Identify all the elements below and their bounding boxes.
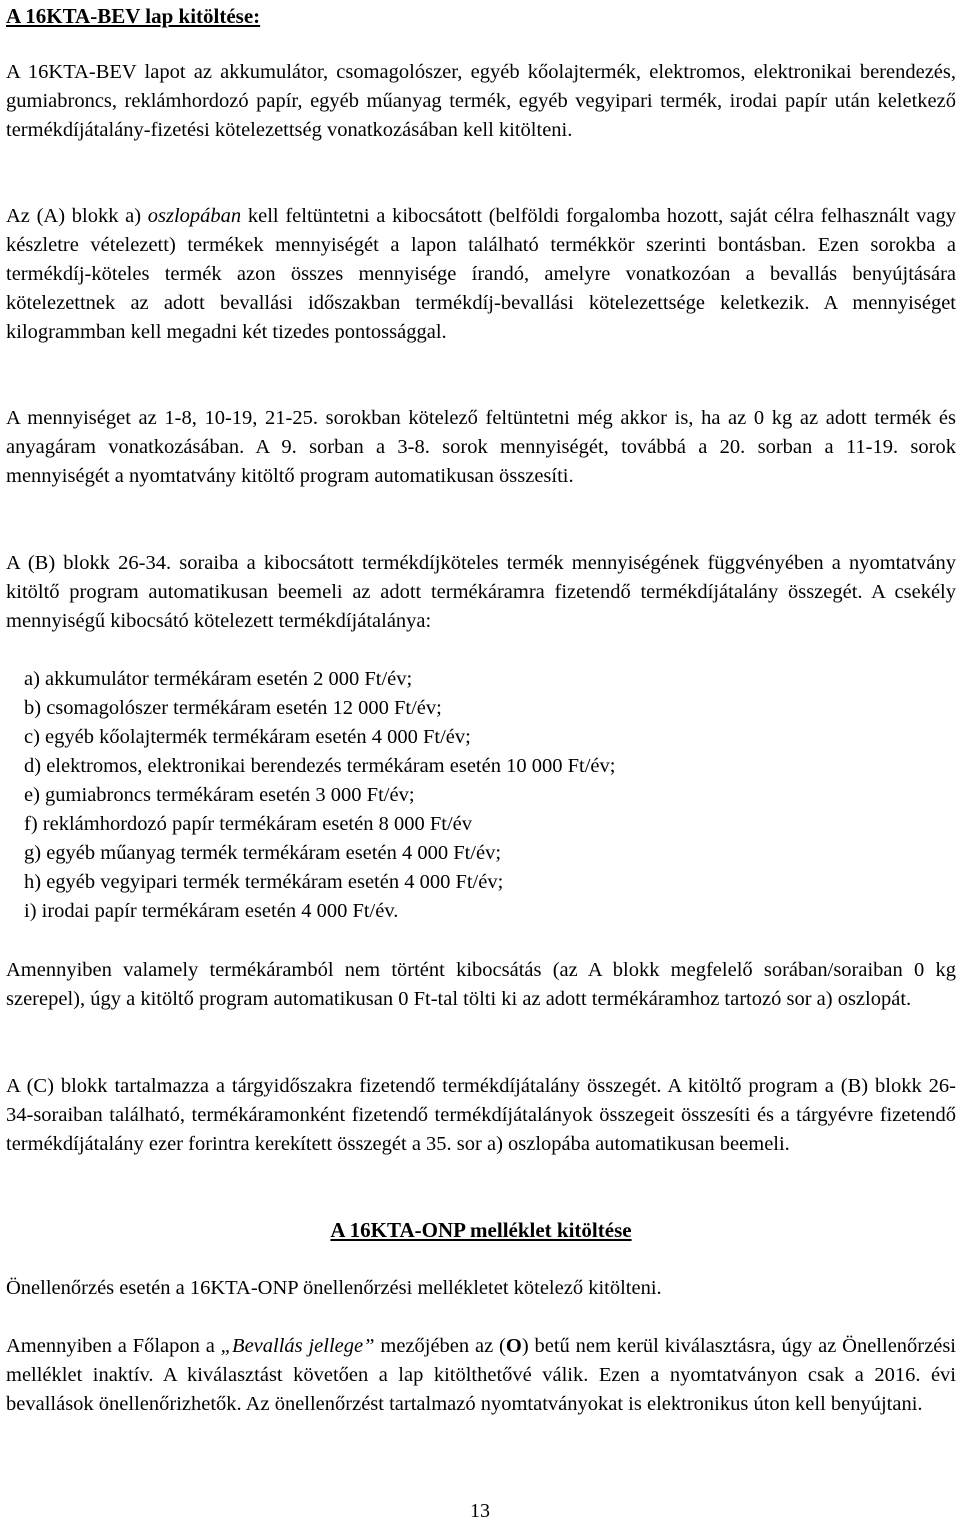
list-item: c) egyéb kőolajtermék termékáram esetén 4 000 Ft/év; bbox=[24, 726, 471, 748]
onp-paragraph-2 bbox=[6, 1332, 956, 1419]
list-item: e) gumiabroncs termékáram esetén 3 000 Ft/év; bbox=[24, 784, 415, 806]
intro-paragraph: A 16KTA-BEV lapot az akkumulátor, csomagolószer, egyéb kőolajtermék, elektromos, elektronikai berendezés, gumiabroncs, reklámhordozó papír, egyéb műanyag termék, egyéb vegyipari termék, irodai papír után keletkező termékdíjátalány-fizetési kötelezettség vonatkozásában kell kitölteni. bbox=[6, 61, 956, 141]
list-item: g) egyéb műanyag termék termékáram esetén 4 000 Ft/év; bbox=[24, 842, 502, 864]
block-b-paragraph: A (B) blokk 26-34. soraiba a kibocsátott termékdíjköteles termék mennyiségének függvényében a nyomtatvány kitöltő program automatikusan beemeli az adott termékáramra fizetendő termékdíjátalány összegét. A csekély mennyiségű kibocsátó kötelezett termékdíjátalánya: bbox=[6, 552, 956, 632]
section-heading-bev: A 16KTA-BEV lap kitöltése: bbox=[6, 4, 261, 28]
onp-italic: „Bevallás jellege” bbox=[220, 1335, 375, 1357]
rows-paragraph: A mennyiséget az 1-8, 10-19, 21-25. sorokban kötelező feltüntetni még akkor is, ha az 0 kg az adott termék és anyagáram vonatkozásában. A 9. sorban a 3-8. sorok mennyiségét, továbbá a 20. sorban a 11-19. sorok mennyiségét a nyomtatvány kitöltő program automatikusan összesíti. bbox=[6, 407, 956, 487]
list-item: b) csomagolószer termékáram esetén 12 000 Ft/év; bbox=[24, 697, 442, 719]
onp-text-1: Amennyiben a Főlapon a bbox=[6, 1335, 221, 1357]
list-item: i) irodai papír termékáram esetén 4 000 Ft/év. bbox=[24, 900, 399, 922]
block-a-paragraph bbox=[6, 202, 956, 347]
section-heading-onp: A 16KTA-ONP melléklet kitöltése bbox=[330, 1218, 632, 1242]
list-item: h) egyéb vegyipari termék termékáram esetén 4 000 Ft/év; bbox=[24, 871, 504, 893]
product-fee-list bbox=[24, 665, 615, 926]
onp-bold: O bbox=[505, 1335, 522, 1357]
onp-text-2: mezőjében az ( bbox=[374, 1335, 506, 1357]
block-a-text-2: kell feltüntetni a kibocsátott (belföldi forgalomba hozott, saját célra felhasznált vagy készletre vételezett) termékek mennyiségét a lapon található termékkör szerinti bontásban. Ezen sorokba a termékdíj-köteles termék azon összes mennyisége írandó, amelyre vonatkozóan a bevallás benyújtására kötelezettnek az adott bevallási időszakban termékdíj-bevallási kötelezettsége keletkezik. A mennyiséget kilogrammban kell megadni két tizedes pontossággal. bbox=[6, 205, 956, 343]
onp-paragraph-1: Önellenőrzés esetén a 16KTA-ONP önellenőrzési mellékletet kötelező kitölteni. bbox=[6, 1277, 662, 1299]
list-item: d) elektromos, elektronikai berendezés termékáram esetén 10 000 Ft/év; bbox=[24, 755, 616, 777]
no-emission-paragraph: Amennyiben valamely termékáramból nem történt kibocsátás (az A blokk megfelelő sorában/soraiban 0 kg szerepel), úgy a kitöltő program automatikusan 0 Ft-tal tölti ki az adott termékáramhoz tartozó sor a) oszlopát. bbox=[6, 959, 956, 1010]
page-number: 13 bbox=[470, 1500, 490, 1522]
block-a-text-1: Az (A) blokk a) bbox=[6, 205, 148, 227]
block-a-italic: oszlopában bbox=[147, 205, 242, 227]
list-item: a) akkumulátor termékáram esetén 2 000 Ft/év; bbox=[24, 668, 413, 690]
block-c-paragraph: A (C) blokk tartalmazza a tárgyidőszakra fizetendő termékdíjátalány összegét. A kitöltő program a (B) blokk 26-34-soraiban található, termékáramonként fizetendő termékdíjátalányok összegeit összesíti és a tárgyévre fizetendő termékdíjátalány ezer forintra kerekített összegét a 35. sor a) oszlopába automatikusan beemeli. bbox=[6, 1075, 956, 1155]
onp-text-3: ) betű nem kerül kiválasztásra, úgy az Önellenőrzési melléklet inaktív. A kiválasztást követően a lap kitölthetővé válik. Ezen a nyomtatványon csak a 2016. évi bevallások önellenőrizhetők. Az önellenőrzést tartalmazó nyomtatványokat is elektronikus úton kell benyújtani. bbox=[6, 1335, 956, 1415]
list-item: f) reklámhordozó papír termékáram esetén 8 000 Ft/év bbox=[24, 813, 472, 835]
